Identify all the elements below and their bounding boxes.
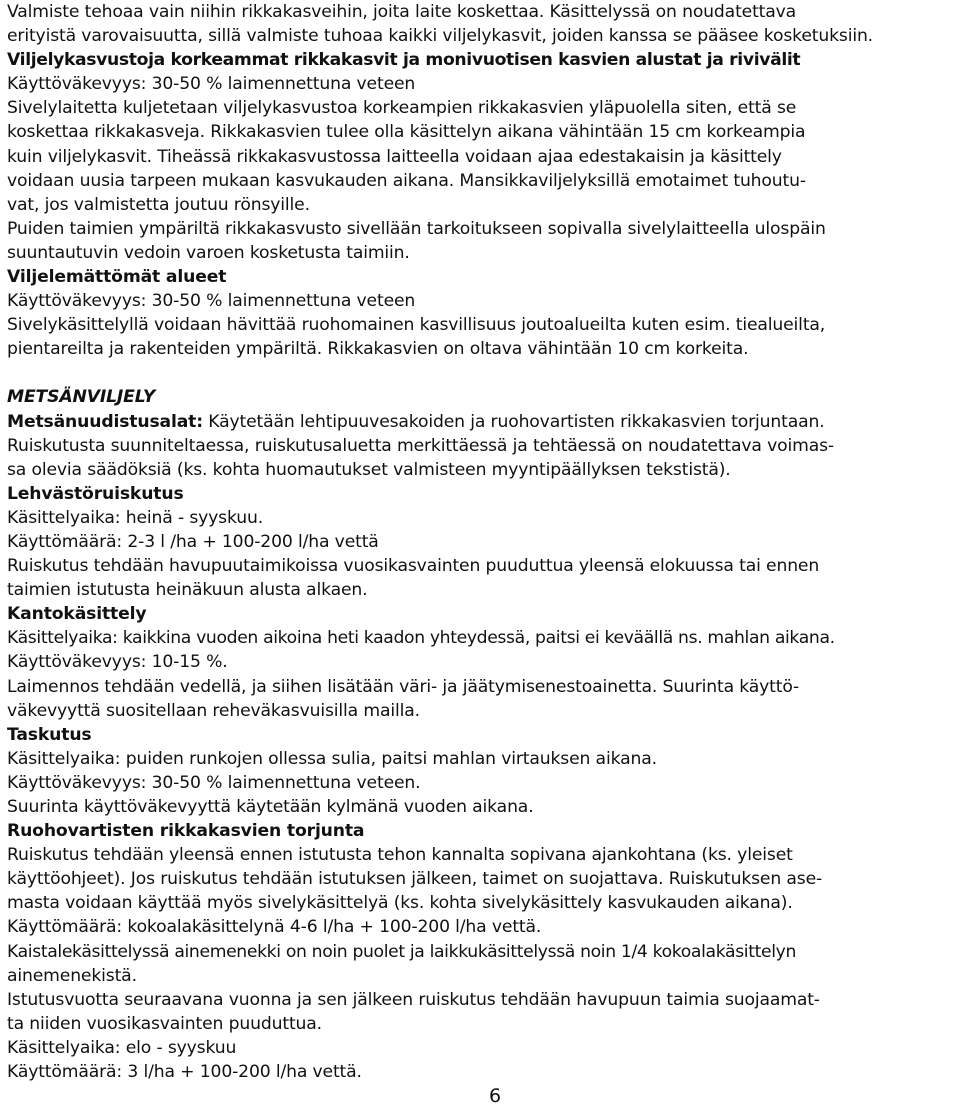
paragraph-line: Kaistalekäsittelyssä ainemenekki on noin puolet ja laikkukäsittelyssä noin 1/4 kokoalakäsittelyn [7, 941, 797, 962]
paragraph-line: sa olevia säädöksiä (ks. kohta huomautukset valmisteen myyntipäällyksen tekstistä). [7, 459, 731, 480]
paragraph-line: Käsittelyaika: heinä - syyskuu. [7, 507, 264, 528]
subsection-heading: Taskutus [7, 724, 92, 745]
paragraph-line: erityistä varovaisuutta, sillä valmiste tuhoaa kaikki viljelykasvit, joiden kanssa se pääsee kosketuksiin. [7, 26, 873, 47]
section-heading: Viljelemättömät alueet [7, 267, 227, 288]
paragraph-line: Valmiste tehoaa vain niihin rikkakasveihin, joita laite koskettaa. Käsittelyssä on noudatettava [7, 2, 797, 22]
document-page [7, 0, 953, 1084]
paragraph-line: Käyttöväkevyys: 10-15 %. [7, 652, 228, 673]
paragraph-line: Sivelylaitetta kuljetetaan viljelykasvustoa korkeampien rikkakasvien yläpuolella siten, että se [7, 98, 797, 119]
paragraph-line: Sivelykäsittelyllä voidaan hävittää ruohomainen kasvillisuus joutoalueilta kuten esim. tiealueilta, [7, 315, 826, 336]
paragraph-line: koskettaa rikkakasveja. Rikkakasvien tulee olla käsittelyn aikana vähintään 15 cm korkeampia [7, 122, 806, 143]
paragraph-line: Puiden taimien ympäriltä rikkakasvusto sivellään tarkoitukseen sopivalla sivelylaitteella ulospäin [7, 218, 826, 239]
paragraph-line: pientareilta ja rakenteiden ympäriltä. Rikkakasvien on oltava vähintään 10 cm korkeita. [7, 339, 749, 360]
paragraph-line: Ruiskutusta suunniteltaessa, ruiskutusaluetta merkittäessä ja tehtäessä on noudatettava voimas- [7, 435, 834, 456]
paragraph-line: voidaan uusia tarpeen mukaan kasvukauden aikana. Mansikkaviljelyksillä emotaimet tuhoutu- [7, 170, 806, 191]
paragraph-line: Käyttömäärä: kokoalakäsittelynä 4-6 l/ha + 100-200 l/ha vettä. [7, 917, 542, 938]
intro-text: Käytetään lehtipuuvesakoiden ja ruohovartisten rikkakasvien torjuntaan. [202, 411, 825, 432]
paragraph-line: Laimennos tehdään vedellä, ja siihen lisätään väri- ja jäätymisenestoainetta. Suurinta käyttö- [7, 676, 800, 697]
subsection-heading: Ruohovartisten rikkakasvien torjunta [7, 821, 365, 842]
paragraph-line: väkevyyttä suositellaan reheväkasvuisilla mailla. [7, 700, 420, 721]
paragraph-line: Istutusvuotta seuraavana vuonna ja sen jälkeen ruiskutus tehdään havupuun taimia suojaamat- [7, 989, 820, 1010]
chapter-title: METSÄNVILJELY [7, 387, 156, 408]
paragraph-line: ainemenekistä. [7, 965, 137, 986]
paragraph-line: vat, jos valmistetta joutuu rönsyille. [7, 194, 310, 215]
subsection-heading: Lehvästöruiskutus [7, 483, 184, 504]
dose-line: Käyttöväkevyys: 30-50 % laimennettuna veteen [7, 291, 416, 312]
section-heading: Viljelykasvustoja korkeammat rikkakasvit ja monivuotisen kasvien alustat ja rivivälit [7, 50, 801, 71]
paragraph-line: Käsittelyaika: kaikkina vuoden aikoina heti kaadon yhteydessä, paitsi ei keväällä ns. mahlan aikana. [7, 628, 835, 649]
paragraph-line: ta niiden vuosikasvainten puuduttua. [7, 1013, 322, 1034]
paragraph-line: Ruiskutus tehdään yleensä ennen istutusta tehon kannalta sopivana ajankohtana (ks. yleiset [7, 845, 793, 866]
subsection-heading: Kantokäsittely [7, 604, 147, 625]
paragraph-line: Ruiskutus tehdään havupuutaimikoissa vuosikasvainten puuduttua yleensä elokuussa tai ennen [7, 556, 820, 577]
paragraph-line: kuin viljelykasvit. Tiheässä rikkakasvustossa laitteella voidaan ajaa edestakaisin ja käsittely [7, 146, 782, 167]
paragraph-line: masta voidaan käyttää myös sivelykäsittelyä (ks. kohta sivelykäsittely kasvukauden aikana). [7, 893, 793, 914]
paragraph-line: Suurinta käyttöväkevyyttä käytetään kylmänä vuoden aikana. [7, 797, 534, 817]
paragraph-line: taimien istutusta heinäkuun alusta alkaen. [7, 580, 368, 601]
paragraph-line: Käyttömäärä: 2-3 l /ha + 100-200 l/ha vettä [7, 531, 379, 552]
intro-line [7, 410, 953, 434]
paragraph-line: Käyttömäärä: 3 l/ha + 100-200 l/ha vettä. [7, 1062, 362, 1083]
paragraph-line: Käsittelyaika: elo - syyskuu [7, 1037, 237, 1058]
intro-label: Metsänuudistusalat: [7, 411, 203, 432]
paragraph-line: Käyttöväkevyys: 30-50 % laimennettuna veteen. [7, 772, 421, 793]
paragraph-line: Käsittelyaika: puiden runkojen ollessa sulia, paitsi mahlan virtauksen aikana. [7, 748, 657, 769]
dose-line: Käyttöväkevyys: 30-50 % laimennettuna veteen [7, 74, 416, 95]
page-number: 6 [488, 1085, 502, 1107]
paragraph-line: käyttöohjeet). Jos ruiskutus tehdään istutuksen jälkeen, taimet on suojattava. Ruiskutuksen ase- [7, 869, 823, 890]
section-spacer [7, 361, 953, 385]
paragraph-line: suuntautuvin vedoin varoen kosketusta taimiin. [7, 242, 410, 263]
